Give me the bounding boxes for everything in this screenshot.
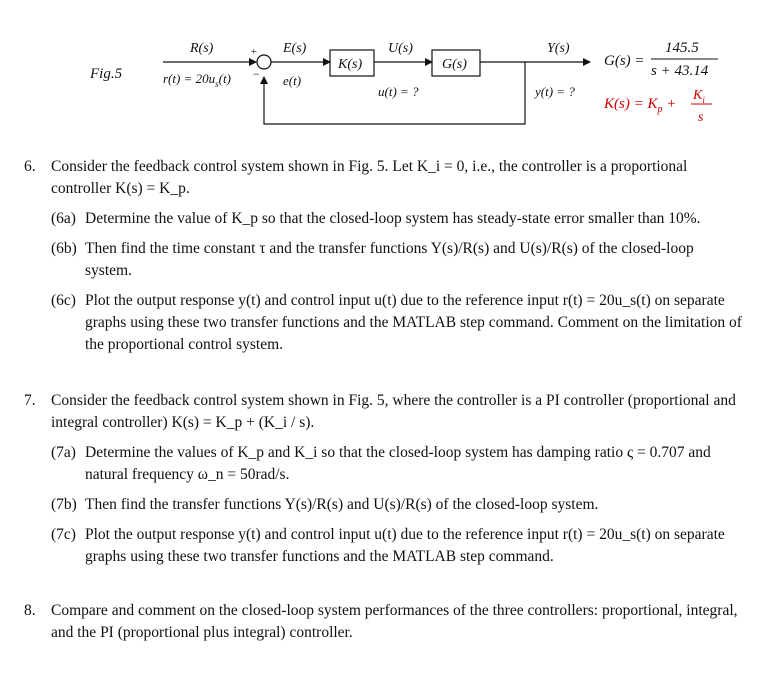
controller-tf-numerator: $K_i$ [693,88,705,105]
problem-number: 6. [24,158,36,175]
sub-question-label: (7b) [51,496,77,513]
input-label: R(s) [190,41,214,56]
problem-number: 8. [24,602,36,619]
block-diagram [0,0,773,140]
sub-question-6a [51,208,744,230]
sub-question-label: (7c) [51,526,76,543]
problem-number: 7. [24,392,36,409]
sub-question-label: (6a) [51,210,76,227]
sub-question-6c [51,290,744,356]
problem-stem: Compare and comment on the closed-loop system performances of the three controllers: proportional, integral, and the PI (proportional plus integral) controller. [51,602,738,641]
sub-question-7c [51,524,744,568]
sub-question-label: (6c) [51,292,76,309]
sub-question-7a [51,442,744,486]
controller-label: K(s) [338,57,363,72]
output-label: Y(s) [547,41,570,56]
control-time-eq: u(t) = ? [378,84,419,99]
sub-question-6b [51,238,744,282]
error-time-label: e(t) [283,73,302,88]
sub-question-label: (6b) [51,240,77,257]
plant-tf-lhs: G(s) = [604,53,645,69]
problem-8 [24,600,744,644]
problem-6 [24,156,744,356]
control-label: U(s) [388,41,413,56]
sub-question-text: Then find the transfer functions Y(s)/R(s) and U(s)/R(s) of the closed-loop system. [85,496,599,513]
error-label: E(s) [283,41,307,56]
plus-sign: + [250,46,258,58]
plant-label: G(s) [442,57,467,72]
sub-question-text: Determine the values of K_p and K_i so that the closed-loop system has damping ratio ς = 0.707 and natural frequency ω_n = 50rad/s. [85,444,711,483]
sub-question-text: Plot the output response y(t) and control input u(t) due to the reference input r(t) = 20u_s(t) on separate graphs using these two transfer functions and the MATLAB step command. [85,526,725,565]
sub-question-7b [51,494,744,516]
controller-tf-lhs: $K(s) = K_p$ + [604,96,677,115]
figure-caption: Fig.5 [90,66,123,82]
problem-stem: Consider the feedback control system shown in Fig. 5. Let K_i = 0, i.e., the controller is a proportional controller K(s) = K_p. [51,158,688,197]
sub-question-text: Plot the output response y(t) and control input u(t) due to the reference input r(t) = 20u_s(t) on separate graphs using these two transfer functions and the MATLAB step command. Comment on the limitation of the proportional control system. [85,292,742,353]
problem-stem: Consider the feedback control system shown in Fig. 5, where the controller is a PI controller (proportional and integral controller) K(s) = K_p + (K_i / s). [51,392,736,431]
controller-tf-denominator: s [698,110,704,125]
sub-question-text: Determine the value of K_p so that the closed-loop system has steady-state error smaller than 10%. [85,210,701,227]
input-time-eq: $r(t) = 20u_s(t)$ [163,71,231,89]
problem-7 [24,390,744,568]
plant-tf-numerator: 145.5 [665,40,699,56]
plant-tf-denominator: s + 43.14 [651,63,709,79]
sub-question-label: (7a) [51,444,76,461]
output-time-eq: y(t) = ? [535,84,575,99]
sub-question-text: Then find the time constant τ and the transfer functions Y(s)/R(s) and U(s)/R(s) of the closed-loop system. [85,240,694,279]
minus-sign: − [252,67,261,81]
